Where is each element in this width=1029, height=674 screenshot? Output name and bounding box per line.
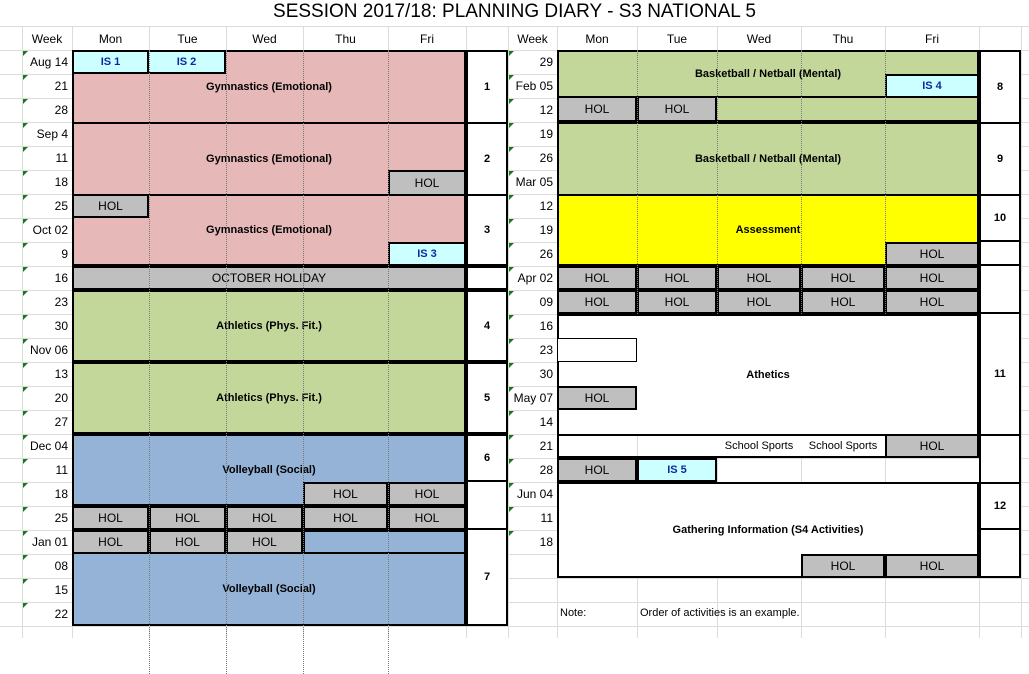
cell-comment-marker bbox=[23, 75, 28, 80]
day-divider bbox=[149, 50, 150, 674]
gridline bbox=[0, 626, 1029, 627]
hol-cell: HOL bbox=[717, 266, 801, 290]
is2-cell: IS 2 bbox=[149, 50, 226, 74]
week-label-right: 30 bbox=[539, 367, 553, 381]
day-divider bbox=[388, 50, 389, 674]
week-label-left: 30 bbox=[54, 319, 68, 333]
week-label-left: 25 bbox=[54, 511, 68, 525]
hol-cell: HOL bbox=[72, 530, 149, 554]
cell-comment-marker bbox=[23, 315, 28, 320]
week-label-left: Nov 06 bbox=[29, 343, 68, 357]
header-tue-right: Tue bbox=[666, 32, 688, 46]
header-thu-right: Thu bbox=[832, 32, 854, 46]
header-week-right: Week bbox=[517, 32, 548, 46]
is1-cell: IS 1 bbox=[72, 50, 149, 74]
hol-cell: HOL bbox=[801, 266, 885, 290]
block-number-empty bbox=[979, 264, 1021, 314]
week-label-right: Mar 05 bbox=[515, 175, 553, 189]
week-label-left: 18 bbox=[54, 175, 68, 189]
october-holiday-cell: OCTOBER HOLIDAY bbox=[72, 266, 466, 290]
cell-comment-marker bbox=[23, 531, 28, 536]
volleyball-block-2 bbox=[72, 552, 466, 626]
hol-cell: HOL bbox=[557, 290, 637, 314]
athletics-label: Athletics (Phys. Fit.) bbox=[216, 392, 322, 404]
week-label-left: Sep 4 bbox=[36, 127, 68, 141]
week-label-right: 16 bbox=[539, 319, 553, 333]
athletics-block-2 bbox=[72, 362, 466, 434]
hol-cell: HOL bbox=[226, 506, 303, 530]
selected-cell[interactable] bbox=[557, 338, 637, 362]
cell-comment-marker bbox=[509, 51, 514, 56]
block-number-1: 1 bbox=[466, 50, 508, 124]
block-number-empty bbox=[466, 266, 508, 290]
cell-comment-marker bbox=[23, 195, 28, 200]
block-number-12: 12 bbox=[979, 482, 1021, 530]
week-label-left: 21 bbox=[54, 79, 68, 93]
hol-cell: HOL bbox=[717, 290, 801, 314]
cell-comment-marker bbox=[509, 147, 514, 152]
cell-comment-marker bbox=[23, 507, 28, 512]
hol-cell: HOL bbox=[388, 506, 466, 530]
week-label-right: Apr 02 bbox=[517, 271, 553, 285]
block-number-8: 8 bbox=[979, 50, 1021, 124]
week-label-right: 11 bbox=[540, 511, 553, 525]
basketball-label: Basketball / Netball (Mental) bbox=[694, 68, 842, 80]
cell-comment-marker bbox=[509, 219, 514, 224]
hol-cell: HOL bbox=[637, 290, 717, 314]
cell-comment-marker bbox=[509, 75, 514, 80]
cell-comment-marker bbox=[509, 339, 514, 344]
cell-comment-marker bbox=[23, 171, 28, 176]
week-label-right: 12 bbox=[539, 103, 553, 117]
week-label-left: 23 bbox=[54, 295, 68, 309]
volleyball-block-fill bbox=[303, 530, 466, 554]
hol-cell: HOL bbox=[149, 530, 226, 554]
week-label-left: 27 bbox=[54, 415, 68, 429]
day-divider bbox=[717, 50, 718, 314]
block-number-empty bbox=[979, 528, 1021, 578]
header-fri-right: Fri bbox=[925, 32, 939, 46]
cell-comment-marker bbox=[23, 435, 28, 440]
cell-comment-marker bbox=[509, 195, 514, 200]
header-wed-right: Wed bbox=[746, 32, 772, 46]
week-label-right: 29 bbox=[539, 55, 553, 69]
cell-comment-marker bbox=[23, 339, 28, 344]
cell-comment-marker bbox=[23, 123, 28, 128]
hol-cell: HOL bbox=[637, 96, 717, 122]
block-number-empty bbox=[466, 480, 508, 530]
athetics-block bbox=[557, 314, 979, 436]
cell-comment-marker bbox=[509, 291, 514, 296]
week-label-left: 20 bbox=[54, 391, 68, 405]
cell-comment-marker bbox=[509, 267, 514, 272]
block-number-2: 2 bbox=[466, 122, 508, 196]
block-number-10: 10 bbox=[979, 194, 1021, 242]
hol-cell: HOL bbox=[885, 554, 979, 578]
week-label-right: 19 bbox=[539, 127, 553, 141]
day-divider bbox=[303, 50, 304, 674]
cell-comment-marker bbox=[509, 531, 514, 536]
cell-comment-marker bbox=[23, 411, 28, 416]
week-label-right: May 07 bbox=[513, 391, 553, 405]
school-sports-cell: School Sports bbox=[801, 434, 885, 458]
athletics-label: Athletics (Phys. Fit.) bbox=[216, 320, 322, 332]
header-wed-left: Wed bbox=[252, 32, 277, 46]
week-label-right: 26 bbox=[539, 151, 553, 165]
week-label-right: 14 bbox=[539, 415, 553, 429]
athletics-block-1 bbox=[72, 290, 466, 362]
cell-comment-marker bbox=[509, 435, 514, 440]
block-number-6: 6 bbox=[466, 434, 508, 482]
header-week-left: Week bbox=[31, 32, 63, 46]
day-divider bbox=[226, 50, 227, 674]
hol-cell: HOL bbox=[801, 290, 885, 314]
cell-comment-marker bbox=[23, 267, 28, 272]
hol-cell: HOL bbox=[557, 266, 637, 290]
gathering-label: Gathering Information (S4 Activities) bbox=[672, 524, 864, 536]
volleyball-label: Volleyball (Social) bbox=[222, 464, 316, 476]
header-thu-left: Thu bbox=[335, 32, 356, 46]
cell-comment-marker bbox=[509, 363, 514, 368]
hol-cell: HOL bbox=[885, 266, 979, 290]
basketball-label: Basketball / Netball (Mental) bbox=[694, 153, 842, 165]
hol-cell: HOL bbox=[557, 96, 637, 122]
week-label-left: 18 bbox=[54, 487, 68, 501]
week-label-left: 28 bbox=[54, 103, 68, 117]
hol-cell: HOL bbox=[303, 506, 388, 530]
note-text: Order of activities is an example. bbox=[640, 607, 800, 619]
hol-cell: HOL bbox=[303, 482, 388, 506]
cell-comment-marker bbox=[509, 315, 514, 320]
week-label-right: Feb 05 bbox=[515, 79, 553, 93]
week-label-left: 11 bbox=[55, 151, 68, 165]
cell-comment-marker bbox=[23, 555, 28, 560]
week-label-right: 28 bbox=[539, 463, 553, 477]
hol-cell: HOL bbox=[149, 506, 226, 530]
day-divider bbox=[885, 50, 886, 314]
cell-comment-marker bbox=[23, 219, 28, 224]
cell-comment-marker bbox=[23, 459, 28, 464]
cell-comment-marker bbox=[509, 99, 514, 104]
block-number-empty bbox=[979, 434, 1021, 484]
hol-cell: HOL bbox=[557, 386, 637, 410]
week-label-left: 11 bbox=[55, 463, 68, 477]
hol-cell: HOL bbox=[226, 530, 303, 554]
day-divider bbox=[801, 50, 802, 314]
basketball-block-2 bbox=[557, 122, 979, 196]
cell-comment-marker bbox=[23, 51, 28, 56]
is5-cell: IS 5 bbox=[637, 458, 717, 482]
assessment-label: Assessment bbox=[735, 224, 801, 236]
hol-cell: HOL bbox=[388, 482, 466, 506]
cell-comment-marker bbox=[23, 147, 28, 152]
hol-cell: HOL bbox=[885, 242, 979, 266]
hol-cell: HOL bbox=[72, 506, 149, 530]
week-label-right: 09 bbox=[539, 295, 553, 309]
cell-comment-marker bbox=[23, 363, 28, 368]
block-number-9: 9 bbox=[979, 122, 1021, 196]
cell-comment-marker bbox=[509, 483, 514, 488]
block-number-empty bbox=[979, 240, 1021, 266]
block-number-5: 5 bbox=[466, 362, 508, 434]
week-label-right: Jun 04 bbox=[516, 487, 553, 501]
cell-comment-marker bbox=[509, 459, 514, 464]
block-number-4: 4 bbox=[466, 290, 508, 362]
header-fri-left: Fri bbox=[420, 32, 434, 46]
week-label-right: 18 bbox=[539, 535, 553, 549]
cell-comment-marker bbox=[509, 387, 514, 392]
hol-cell: HOL bbox=[388, 170, 466, 196]
week-label-left: 22 bbox=[54, 607, 68, 621]
athetics-label: Athetics bbox=[746, 369, 790, 381]
cell-comment-marker bbox=[23, 603, 28, 608]
gymnastics-label: Gymnastics (Emotional) bbox=[206, 153, 332, 165]
week-label-right: 19 bbox=[539, 223, 553, 237]
header-mon-right: Mon bbox=[585, 32, 609, 46]
gridline bbox=[1021, 26, 1022, 638]
week-label-right: 26 bbox=[539, 247, 553, 261]
is4-cell: IS 4 bbox=[885, 74, 979, 98]
cell-comment-marker bbox=[23, 291, 28, 296]
week-label-left: Aug 14 bbox=[29, 55, 68, 69]
hol-cell: HOL bbox=[801, 554, 885, 578]
gymnastics-label: Gymnastics (Emotional) bbox=[206, 81, 332, 93]
gymnastics-label: Gymnastics (Emotional) bbox=[206, 224, 332, 236]
cell-comment-marker bbox=[509, 171, 514, 176]
hol-cell: HOL bbox=[885, 434, 979, 458]
block-number-7: 7 bbox=[466, 528, 508, 626]
week-label-left: 13 bbox=[54, 367, 68, 381]
cell-comment-marker bbox=[23, 99, 28, 104]
day-divider bbox=[637, 50, 638, 314]
hol-cell: HOL bbox=[557, 458, 637, 482]
week-label-left: Dec 04 bbox=[29, 439, 68, 453]
week-label-right: 23 bbox=[539, 343, 553, 357]
volleyball-label: Volleyball (Social) bbox=[222, 583, 316, 595]
is3-cell: IS 3 bbox=[388, 242, 466, 266]
header-tue-left: Tue bbox=[177, 32, 198, 46]
block-number-3: 3 bbox=[466, 194, 508, 266]
cell-comment-marker bbox=[509, 243, 514, 248]
school-sports-cell: School Sports bbox=[717, 434, 801, 458]
header-mon-left: Mon bbox=[98, 32, 123, 46]
cell-comment-marker bbox=[509, 411, 514, 416]
block-number-11: 11 bbox=[979, 312, 1021, 436]
cell-comment-marker bbox=[23, 483, 28, 488]
week-label-left: Oct 02 bbox=[32, 223, 68, 237]
gridline bbox=[0, 26, 1029, 27]
week-label-right: 12 bbox=[539, 199, 553, 213]
hol-cell: HOL bbox=[885, 290, 979, 314]
page-title: SESSION 2017/18: PLANNING DIARY - S3 NATIONAL 5 bbox=[273, 1, 756, 22]
week-label-left: 16 bbox=[54, 271, 68, 285]
cell-comment-marker bbox=[509, 507, 514, 512]
note-label: Note: bbox=[560, 607, 587, 619]
week-label-left: 15 bbox=[54, 583, 68, 597]
week-label-right: 21 bbox=[539, 439, 553, 453]
cell-comment-marker bbox=[23, 387, 28, 392]
cell-comment-marker bbox=[23, 243, 28, 248]
week-label-left: 25 bbox=[54, 199, 68, 213]
week-label-left: Jan 01 bbox=[31, 535, 68, 549]
week-label-left: 08 bbox=[54, 559, 68, 573]
cell-comment-marker bbox=[509, 123, 514, 128]
cell-comment-marker bbox=[23, 579, 28, 584]
week-label-left: 9 bbox=[61, 247, 68, 261]
hol-cell: HOL bbox=[637, 266, 717, 290]
hol-cell: HOL bbox=[72, 194, 149, 218]
